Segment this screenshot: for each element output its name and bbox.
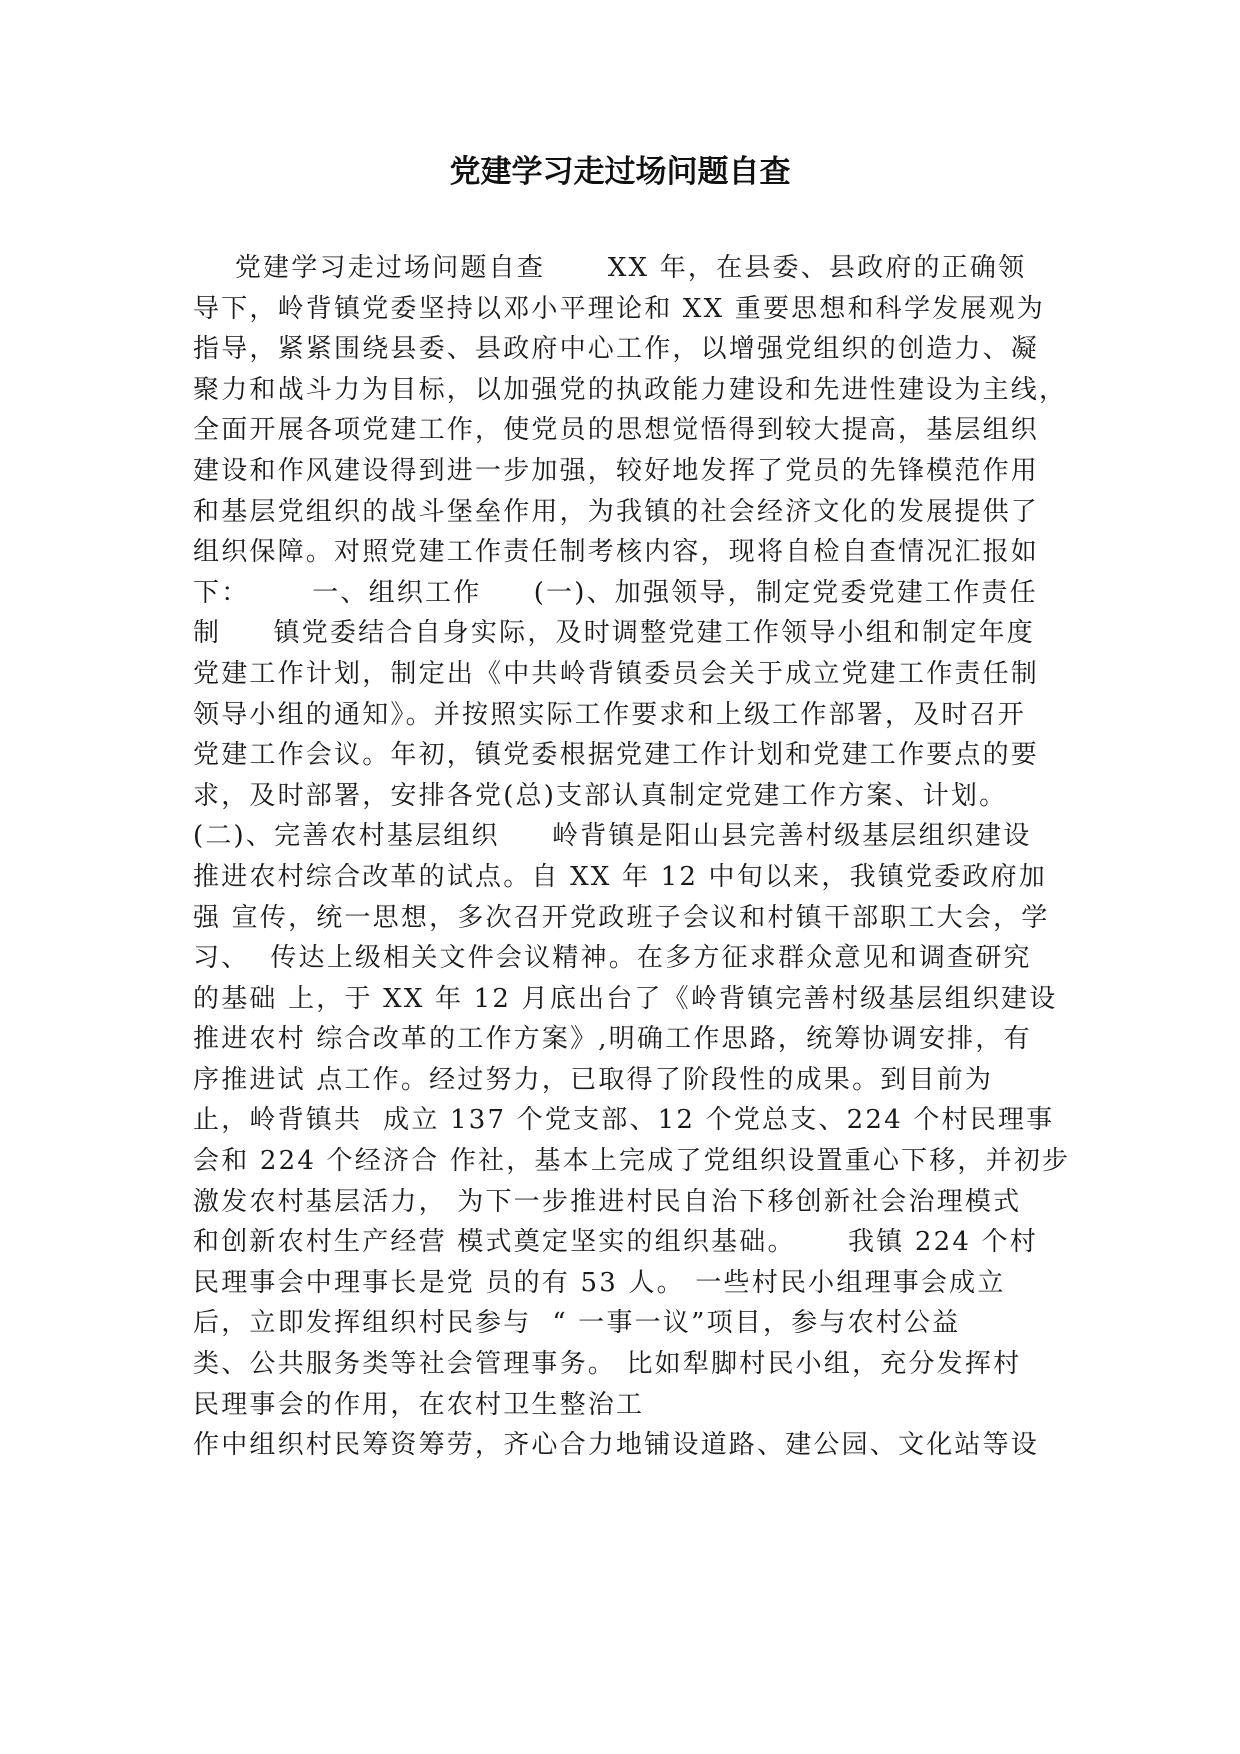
body-line: 类、公共服务类等社会管理事务。 比如犁脚村民小组，充分发挥村 bbox=[193, 1349, 1022, 1380]
body-line: 制 镇党委结合自身实际，及时调整党建工作领导小组和制定年度 bbox=[193, 618, 1035, 649]
body-line: 强 宣传，统一思想，多次召开党政班子会议和村镇干部职工大会，学 bbox=[193, 902, 1050, 933]
body-line: 的基础 上，于 XX 年 12 月底出台了《岭背镇完善村级基层组织建设 bbox=[193, 983, 1058, 1014]
body-line: 止，岭背镇共 成立 137 个党支部、12 个党总支、224 个村民理事 bbox=[193, 1105, 1055, 1136]
body-line: 指导，紧紧围绕县委、县政府中心工作，以增强党组织的创造力、凝 bbox=[193, 334, 1040, 365]
body-line: 领导小组的通知》。并按照实际工作要求和上级工作部署，及时召开 bbox=[193, 699, 1027, 730]
body-line: 民理事会中理事长是党 员的有 53 人。 一些村民小组理事会成立 bbox=[193, 1267, 1006, 1298]
body-line: 习、 传达上级相关文件会议精神。在多方征求群众意见和调查研究 bbox=[193, 943, 1032, 974]
body-line: 党建工作会议。年初，镇党委根据党建工作计划和党建工作要点的要 bbox=[193, 740, 1040, 771]
document-title: 党建学习走过场问题自查 bbox=[449, 154, 791, 190]
body-line: 会和 224 个经济合 作社，基本上完成了党组织设置重心下移，并初步 bbox=[193, 1146, 1071, 1177]
body-line: 党建学习走过场问题自查 XX 年，在县委、县政府的正确领 bbox=[193, 253, 1027, 283]
body-line: 建设和作风建设得到进一步加强，较好地发挥了党员的先锋模范作用 bbox=[193, 455, 1040, 486]
body-line: 作中组织村民筹资筹劳，齐心合力地铺设道路、建公园、文化站等设 bbox=[193, 1430, 1040, 1461]
body-line: 民理事会的作用，在农村卫生整治工 bbox=[193, 1389, 645, 1420]
body-line: 组织保障。对照党建工作责任制考核内容，现将自检自查情况汇报如 bbox=[193, 537, 1040, 568]
body-line: 导下，岭背镇党委坚持以邓小平理论和 XX 重要思想和科学发展观为 bbox=[193, 293, 1045, 324]
body-line: 和创新农村生产经营 模式奠定坚实的组织基础。 我镇 224 个村 bbox=[193, 1227, 1038, 1258]
body-line: 全面开展各项党建工作，使党员的思想觉悟得到较大提高，基层组织 bbox=[193, 415, 1040, 446]
body-line: (二)、完善农村基层组织 岭背镇是阳山县完善村级基层组织建设 bbox=[193, 821, 1032, 852]
body-line: 推进农村 综合改革的工作方案》,明确工作思路，统筹协调安排，有 bbox=[193, 1024, 1032, 1055]
body-line: 序推进试 点工作。经过努力，已取得了阶段性的成果。到目前为 bbox=[193, 1064, 994, 1095]
body-line: 和基层党组织的战斗堡垒作用，为我镇的社会经济文化的发展提供了 bbox=[193, 496, 1040, 527]
body-line: 激发农村基层活力， 为下一步推进村民自治下移创新社会治理模式 bbox=[193, 1186, 1022, 1217]
body-line: 后，立即发挥组织村民参与 “ 一事一议”项目，参与农村公益 bbox=[193, 1308, 961, 1339]
document-body bbox=[193, 248, 1073, 1466]
body-line: 下： 一、组织工作 (一)、加强领导，制定党委党建工作责任 bbox=[193, 577, 1038, 608]
body-line: 推进农村综合改革的试点。自 XX 年 12 中旬以来，我镇党委政府加 bbox=[193, 861, 1047, 892]
body-line: 党建工作计划，制定出《中共岭背镇委员会关于成立党建工作责任制 bbox=[193, 658, 1040, 689]
body-line: 聚力和战斗力为目标，以加强党的执政能力建设和先进性建设为主线， bbox=[193, 374, 1068, 405]
body-line: 求，及时部署，安排各党(总)支部认真制定党建工作方案、计划。 bbox=[193, 780, 1008, 811]
